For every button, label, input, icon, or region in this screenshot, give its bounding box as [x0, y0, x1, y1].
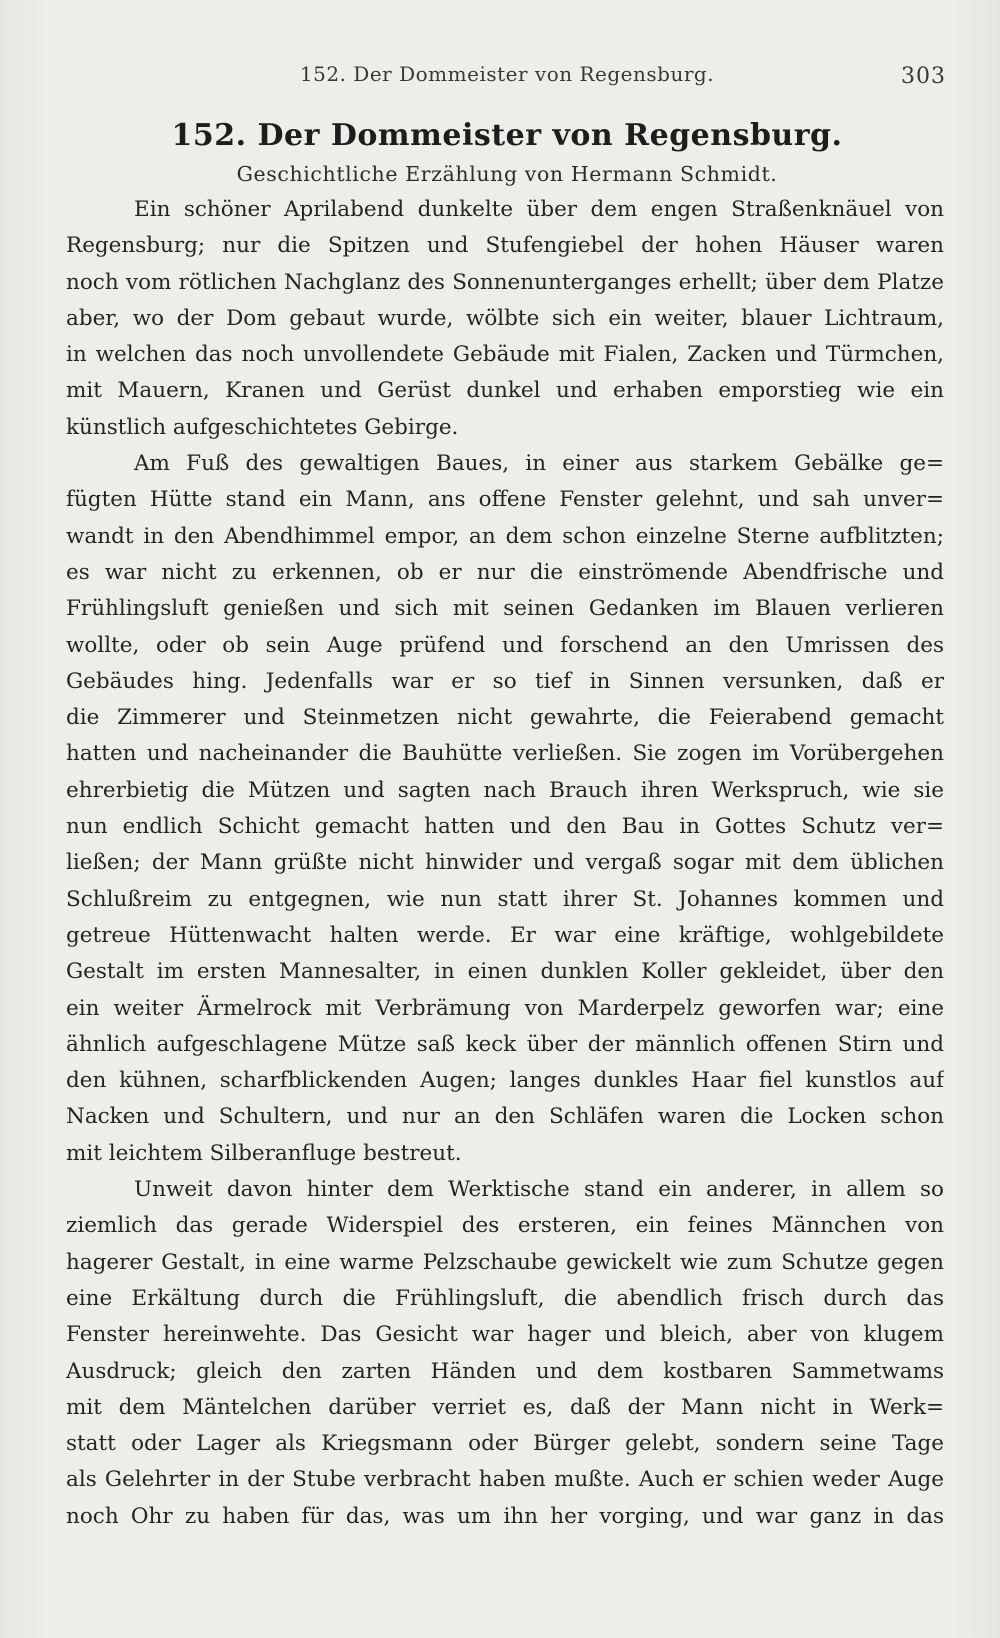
text-line: in welchen das noch unvollendete Gebäude mit Fialen, Zacken und Türmchen,: [66, 342, 944, 368]
text-line: aber, wo der Dom gebaut wurde, wölbte sich ein weiter, blauer Lichtraum,: [66, 305, 944, 331]
text-line: ehrerbietig die Mützen und sagten nach Brauch ihren Werkspruch, wie sie: [66, 777, 944, 803]
text-line: Gestalt im ersten Mannesalter, in einen dunklen Koller gekleidet, über den: [66, 959, 944, 985]
text-line: mit leichtem Silberanfluge bestreut.: [66, 1140, 462, 1166]
text-line: Fenster hereinwehte. Das Gesicht war hager und bleich, aber von klugem: [66, 1322, 944, 1348]
text-line: eine Erkältung durch die Frühlingsluft, die abendlich frisch durch das: [66, 1285, 944, 1311]
chapter-subtitle: Geschichtliche Erzählung von Hermann Schmidt.: [236, 162, 778, 186]
text-line: Regensburg; nur die Spitzen und Stufengiebel der hohen Häuser waren: [66, 233, 944, 259]
text-line: den kühnen, scharfblickenden Augen; langes dunkles Haar fiel kunstlos auf: [66, 1068, 944, 1094]
text-line: als Gelehrter in der Stube verbracht haben mußte. Auch er schien weder Auge: [66, 1467, 944, 1493]
text-line: fügten Hütte stand ein Mann, ans offene Fenster gelehnt, und sah unver=: [66, 487, 944, 513]
text-line: Schlußreim zu entgegnen, wie nun statt ihrer St. Johannes kommen und: [66, 886, 944, 912]
text-line: statt oder Lager als Kriegsmann oder Bürger gelebt, sondern seine Tage: [66, 1431, 944, 1457]
text-line: Unweit davon hinter dem Werktische stand ein anderer, in allem so: [134, 1177, 944, 1203]
text-line: mit dem Mäntelchen darüber verriet es, daß der Mann nicht in Werk=: [66, 1394, 944, 1420]
text-line: hagerer Gestalt, in eine warme Pelzschaube gewickelt wie zum Schutze gegen: [66, 1249, 944, 1275]
text-line: Nacken und Schultern, und nur an den Schläfen waren die Locken schon: [66, 1104, 944, 1130]
text-line: ähnlich aufgeschlagene Mütze saß keck über der männlich offenen Stirn und: [66, 1031, 944, 1057]
running-head: [68, 62, 946, 94]
text-line: Ein schöner Aprilabend dunkelte über dem engen Straßenknäuel von: [134, 197, 944, 222]
running-title: 152. Der Dommeister von Regensburg.: [299, 62, 715, 86]
text-line: ließen; der Mann grüßte nicht hinwider und vergaß sogar mit dem üblichen: [66, 850, 944, 876]
text-line: noch vom rötlichen Nachglanz des Sonnenunterganges erhellt; über dem Platze: [66, 269, 944, 295]
text-line: wollte, oder ob sein Auge prüfend und forschend an den Umrissen des: [66, 632, 944, 658]
text-line: getreue Hüttenwacht halten werde. Er war eine kräftige, wohlgebildete: [66, 922, 944, 948]
text-line: Am Fuß des gewaltigen Baues, in einer aus starkem Gebälke ge=: [134, 451, 944, 477]
body-text: [66, 192, 944, 1535]
text-line: künstlich aufgeschichtetes Gebirge.: [66, 414, 459, 440]
page-number: 303: [901, 64, 946, 89]
text-line: die Zimmerer und Steinmetzen nicht gewahrte, die Feierabend gemacht: [66, 705, 944, 731]
text-line: ziemlich das gerade Widerspiel des ersteren, ein feines Männchen von: [66, 1213, 944, 1239]
text-line: es war nicht zu erkennen, ob er nur die einströmende Abendfrische und: [66, 559, 944, 585]
text-line: ein weiter Ärmelrock mit Verbrämung von Marderpelz geworfen war; eine: [66, 995, 944, 1021]
text-line: wandt in den Abendhimmel empor, an dem schon einzelne Sterne aufblitzten;: [66, 523, 944, 549]
text-line: Frühlingsluft genießen und sich mit seinen Gedanken im Blauen verlieren: [66, 596, 944, 622]
text-line: mit Mauern, Kranen und Gerüst dunkel und erhaben emporstieg wie ein: [66, 378, 944, 404]
text-line: Ausdruck; gleich den zarten Händen und dem kostbaren Sammetwams: [66, 1358, 944, 1384]
text-line: noch Ohr zu haben für das, was um ihn her vorging, und war ganz in das: [66, 1503, 944, 1529]
text-line: hatten und nacheinander die Bauhütte verließen. Sie zogen im Vorübergehen: [66, 741, 944, 767]
text-line: Gebäudes hing. Jedenfalls war er so tief in Sinnen versunken, daß er: [66, 668, 944, 694]
chapter-title: 152. Der Dommeister von Regensburg.: [171, 118, 843, 153]
text-line: nun endlich Schicht gemacht hatten und den Bau in Gottes Schutz ver=: [66, 814, 944, 840]
